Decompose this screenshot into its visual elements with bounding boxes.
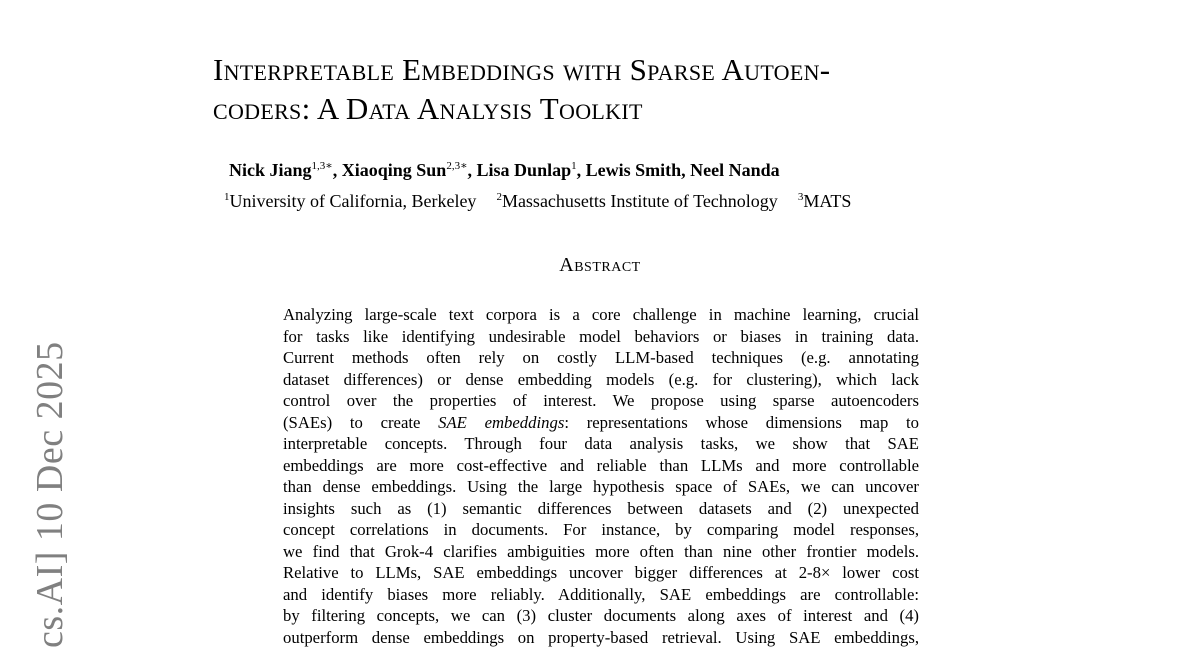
author-name: Lewis Smith — [585, 160, 682, 180]
affiliation — [224, 191, 476, 211]
paper-title — [213, 50, 1033, 128]
title-line: Interpretable Embeddings with Sparse Autoen- — [213, 52, 831, 87]
author-name: Neel Nanda — [690, 160, 780, 180]
author-list — [229, 160, 780, 181]
abstract-line: for tasks like identifying undesirable model behaviors or biases in training data. — [283, 326, 919, 346]
author-name: Xiaoqing Sun — [341, 160, 447, 180]
affiliation-marker: 2 — [496, 191, 502, 203]
author-name: Lisa Dunlap — [476, 160, 572, 180]
author-separator: , — [332, 160, 342, 180]
abstract-line: concept correlations in documents. For instance, by comparing model responses, — [283, 520, 919, 539]
abstract-line: Analyzing large-scale text corpora is a core challenge in machine learning, crucial — [283, 305, 919, 324]
affiliation-marker: 1 — [224, 191, 230, 203]
abstract-line: by filtering concepts, we can (3) cluster documents along axes of interest and (4) — [283, 606, 919, 625]
author-separator: , — [467, 160, 477, 180]
affiliation-marker: 3 — [797, 191, 804, 203]
abstract-text: : representations whose dimensions map to — [564, 412, 919, 432]
affiliation-name: Massachusetts Institute of Technology — [501, 191, 778, 211]
abstract-line: embeddings are more cost-effective and reliable than LLMs and more controllable — [283, 455, 919, 475]
abstract-line: control over the properties of interest. We propose using sparse autoencoders — [283, 391, 919, 410]
abstract-line: Current methods often rely on costly LLM-based techniques (e.g. annotating — [283, 348, 919, 367]
abstract-emphasis: SAE embeddings — [438, 412, 565, 432]
abstract-line: dataset differences) or dense embedding models (e.g. for clustering), which lack — [283, 369, 919, 389]
affiliation-name: MATS — [803, 191, 852, 211]
affiliation — [798, 191, 852, 211]
abstract-body — [283, 304, 919, 648]
abstract-line: we find that Grok-4 clarifies ambiguities more often than nine other frontier models. — [283, 541, 919, 561]
affiliation-name: University of California, Berkeley — [229, 191, 477, 211]
affiliation-list — [224, 191, 871, 212]
affiliation — [496, 191, 777, 211]
title-line: coders: A Data Analysis Toolkit — [213, 91, 643, 126]
abstract-line: outperform dense embeddings on property-based retrieval. Using SAE embeddings, — [283, 627, 919, 647]
abstract-line: interpretable concepts. Through four data analysis tasks, we show that SAE — [283, 434, 919, 453]
abstract-text: (SAEs) to create — [283, 412, 439, 432]
author-affiliation-marker: 1 — [571, 160, 577, 172]
abstract-line: insights such as (1) semantic differences between datasets and (2) unexpected — [283, 498, 919, 518]
author-affiliation-marker: 1,3∗ — [311, 160, 333, 172]
abstract-line — [283, 412, 919, 434]
abstract-line: and identify biases more reliably. Additionally, SAE embeddings are controllable: — [283, 584, 919, 604]
author-name: Nick Jiang — [229, 160, 312, 180]
author-separator: , — [576, 160, 586, 180]
arxiv-identifier-stamp: cs.AI] 10 Dec 2025 — [29, 341, 71, 648]
author-separator: , — [681, 160, 691, 180]
abstract-line: than dense embeddings. Using the large hypothesis space of SAEs, we can uncover — [283, 477, 919, 496]
abstract-heading: Abstract — [559, 254, 641, 276]
author-affiliation-marker: 2,3∗ — [446, 160, 468, 172]
abstract-line: Relative to LLMs, SAE embeddings uncover bigger differences at 2-8× lower cost — [283, 563, 919, 582]
